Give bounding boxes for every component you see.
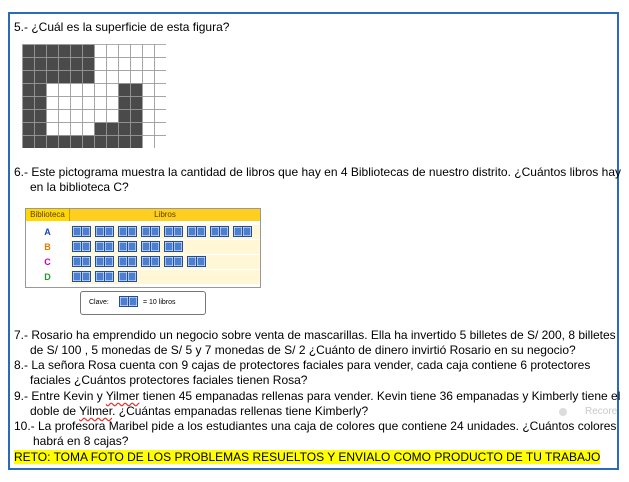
grid-cell bbox=[83, 123, 95, 136]
grid-cell bbox=[35, 84, 47, 97]
grid-cell bbox=[119, 136, 131, 149]
grid-cell bbox=[23, 136, 35, 149]
grid-cell bbox=[143, 123, 155, 136]
grid-cell bbox=[131, 58, 143, 71]
book-icon bbox=[95, 256, 114, 267]
book-icon bbox=[210, 226, 229, 237]
grid-cell bbox=[47, 123, 59, 136]
grid-cell bbox=[23, 84, 35, 97]
book-icon bbox=[164, 241, 183, 252]
grid-cell bbox=[47, 71, 59, 84]
book-icon bbox=[72, 256, 91, 267]
grid-cell bbox=[155, 84, 167, 97]
question-7-line-2: de S/ 100 , 5 monedas de S/ 5 y 7 monedas de S/ 2 ¿Cuánto de dinero invirtió Rosario en su negocio? bbox=[30, 343, 576, 357]
grid-cell bbox=[107, 58, 119, 71]
grid-cell bbox=[131, 97, 143, 110]
book-icon bbox=[72, 241, 91, 252]
question-10-line-1: 10.- La profesora Maribel pide a los estudiantes una caja de colores que contiene 24 unidades. ¿Cuántos colores bbox=[14, 419, 617, 433]
grid-cell bbox=[143, 71, 155, 84]
grid-cell bbox=[71, 123, 83, 136]
grid-cell bbox=[59, 123, 71, 136]
grid-cell bbox=[119, 123, 131, 136]
challenge-banner: RETO: TOMA FOTO DE LOS PROBLEMAS RESUELTOS Y ENVIALO COMO PRODUCTO DE TU TRABAJO bbox=[14, 450, 601, 464]
grid-cell bbox=[83, 136, 95, 149]
grid-cell bbox=[83, 71, 95, 84]
grid-cell bbox=[119, 84, 131, 97]
book-icon bbox=[118, 271, 137, 282]
grid-cell bbox=[59, 97, 71, 110]
grid-cell bbox=[95, 45, 107, 58]
grid-cell bbox=[35, 71, 47, 84]
question-8-line-2: faciales ¿Cuántos protectores faciales tienen Rosa? bbox=[30, 373, 308, 387]
grid-cell bbox=[47, 45, 59, 58]
key-label: Clave: bbox=[89, 299, 109, 306]
question-6-line-1: 6.- Este pictograma muestra la cantidad de libros que hay en 4 Bibliotecas de nuestro distrito. ¿Cuántos libros hay bbox=[14, 165, 621, 179]
book-icon bbox=[72, 226, 91, 237]
question-6-line-2: en la biblioteca C? bbox=[30, 180, 129, 194]
record-label: Recore bbox=[585, 406, 618, 417]
grid-cell bbox=[71, 97, 83, 110]
book-icon bbox=[95, 226, 114, 237]
grid-cell bbox=[71, 58, 83, 71]
grid-cell bbox=[71, 71, 83, 84]
book-icon bbox=[141, 226, 160, 237]
grid-cell bbox=[143, 97, 155, 110]
grid-cell bbox=[131, 45, 143, 58]
book-icon bbox=[95, 271, 114, 282]
q9-text-a: 9.- Entre Kevin y bbox=[14, 389, 106, 403]
grid-cell bbox=[95, 71, 107, 84]
grid-cell bbox=[119, 45, 131, 58]
q9-text-b: tienen 45 empanadas rellenas para vender. Kevin tiene 36 empanadas y Kimberly tiene el bbox=[139, 389, 621, 403]
grid-cell bbox=[83, 110, 95, 123]
grid-cell bbox=[35, 58, 47, 71]
grid-cell bbox=[23, 97, 35, 110]
q9-text-d: . ¿Cuántas empanadas rellenas tiene Kimberly? bbox=[112, 404, 369, 418]
grid-cell bbox=[119, 97, 131, 110]
grid-cell bbox=[95, 136, 107, 149]
pictogram-row-label-b: B bbox=[44, 242, 51, 252]
grid-cell bbox=[71, 136, 83, 149]
grid-cell bbox=[47, 136, 59, 149]
grid-cell bbox=[155, 136, 167, 149]
grid-cell bbox=[95, 97, 107, 110]
grid-cell bbox=[47, 97, 59, 110]
question-8-line-1: 8.- La señora Rosa cuenta con 9 cajas de protectores faciales para vender, cada caja contiene 6 protectores bbox=[14, 358, 591, 372]
book-icon bbox=[118, 241, 137, 252]
grid-cell bbox=[131, 84, 143, 97]
q9-name-2: Yilmer bbox=[79, 404, 113, 418]
book-icon bbox=[141, 256, 160, 267]
book-icon bbox=[164, 226, 183, 237]
grid-cell bbox=[155, 71, 167, 84]
record-overlay[interactable] bbox=[553, 403, 623, 421]
grid-cell bbox=[95, 84, 107, 97]
grid-cell bbox=[35, 45, 47, 58]
pictogram-header-books: Libros bbox=[70, 209, 260, 221]
grid-cell bbox=[143, 110, 155, 123]
grid-cell bbox=[119, 71, 131, 84]
question-9-line-2 bbox=[30, 404, 368, 418]
grid-cell bbox=[23, 110, 35, 123]
grid-cell bbox=[59, 45, 71, 58]
grid-cell bbox=[131, 71, 143, 84]
grid-cell bbox=[83, 58, 95, 71]
pictogram-row-label-a: A bbox=[44, 227, 51, 237]
pictogram bbox=[25, 208, 261, 288]
grid-cell bbox=[107, 136, 119, 149]
grid-cell bbox=[23, 45, 35, 58]
grid-figure bbox=[22, 44, 166, 148]
grid-cell bbox=[35, 97, 47, 110]
grid-cell bbox=[35, 110, 47, 123]
grid-cell bbox=[83, 97, 95, 110]
grid-cell bbox=[35, 123, 47, 136]
q9-text-c: doble de bbox=[30, 404, 80, 418]
key-value: = 10 libros bbox=[143, 299, 176, 306]
grid-cell bbox=[83, 45, 95, 58]
book-icon bbox=[118, 256, 137, 267]
book-icon bbox=[72, 271, 91, 282]
grid-cell bbox=[71, 84, 83, 97]
grid-cell bbox=[59, 58, 71, 71]
grid-cell bbox=[155, 45, 167, 58]
grid-cell bbox=[107, 110, 119, 123]
book-icon bbox=[164, 256, 183, 267]
grid-cell bbox=[155, 97, 167, 110]
grid-cell bbox=[143, 58, 155, 71]
pictogram-row-label-c: C bbox=[44, 257, 51, 267]
grid-cell bbox=[23, 123, 35, 136]
grid-cell bbox=[131, 110, 143, 123]
grid-cell bbox=[47, 110, 59, 123]
book-icon bbox=[187, 226, 206, 237]
grid-cell bbox=[95, 110, 107, 123]
grid-cell bbox=[107, 84, 119, 97]
book-icon bbox=[95, 241, 114, 252]
grid-cell bbox=[95, 58, 107, 71]
grid-cell bbox=[131, 123, 143, 136]
grid-cell bbox=[119, 110, 131, 123]
grid-cell bbox=[155, 110, 167, 123]
pictogram-row-label-d: D bbox=[44, 272, 51, 282]
grid-cell bbox=[107, 45, 119, 58]
grid-cell bbox=[71, 110, 83, 123]
grid-cell bbox=[47, 58, 59, 71]
question-5: 5.- ¿Cuál es la superficie de esta figura? bbox=[14, 20, 230, 34]
grid-cell bbox=[131, 136, 143, 149]
grid-cell bbox=[143, 84, 155, 97]
grid-cell bbox=[59, 136, 71, 149]
grid-cell bbox=[83, 84, 95, 97]
book-icon bbox=[233, 226, 252, 237]
grid-cell bbox=[107, 71, 119, 84]
grid-cell bbox=[47, 84, 59, 97]
grid-cell bbox=[107, 123, 119, 136]
book-icon bbox=[119, 296, 138, 307]
grid-cell bbox=[155, 58, 167, 71]
grid-cell bbox=[59, 71, 71, 84]
record-icon bbox=[559, 408, 567, 416]
grid-cell bbox=[107, 97, 119, 110]
question-10-line-2: habrá en 8 cajas? bbox=[33, 434, 129, 448]
grid-cell bbox=[59, 110, 71, 123]
grid-cell bbox=[143, 136, 155, 149]
q9-name: Yilmer bbox=[105, 389, 140, 403]
grid-cell bbox=[71, 45, 83, 58]
grid-cell bbox=[23, 71, 35, 84]
book-icon bbox=[118, 226, 137, 237]
grid-cell bbox=[23, 58, 35, 71]
grid-cell bbox=[95, 123, 107, 136]
book-icon bbox=[187, 256, 206, 267]
book-icon bbox=[141, 241, 160, 252]
pictogram-header-library: Biblioteca bbox=[26, 209, 70, 221]
grid-cell bbox=[155, 123, 167, 136]
pictogram-key bbox=[80, 291, 206, 315]
grid-cell bbox=[59, 84, 71, 97]
grid-cell bbox=[35, 136, 47, 149]
question-7-line-1: 7.- Rosario ha emprendido un negocio sobre venta de mascarillas. Ella ha invertido 5 billetes de S/ 200, 8 billetes bbox=[14, 328, 616, 342]
grid-cell bbox=[143, 45, 155, 58]
question-9-line-1 bbox=[14, 389, 620, 403]
grid-cell bbox=[119, 58, 131, 71]
